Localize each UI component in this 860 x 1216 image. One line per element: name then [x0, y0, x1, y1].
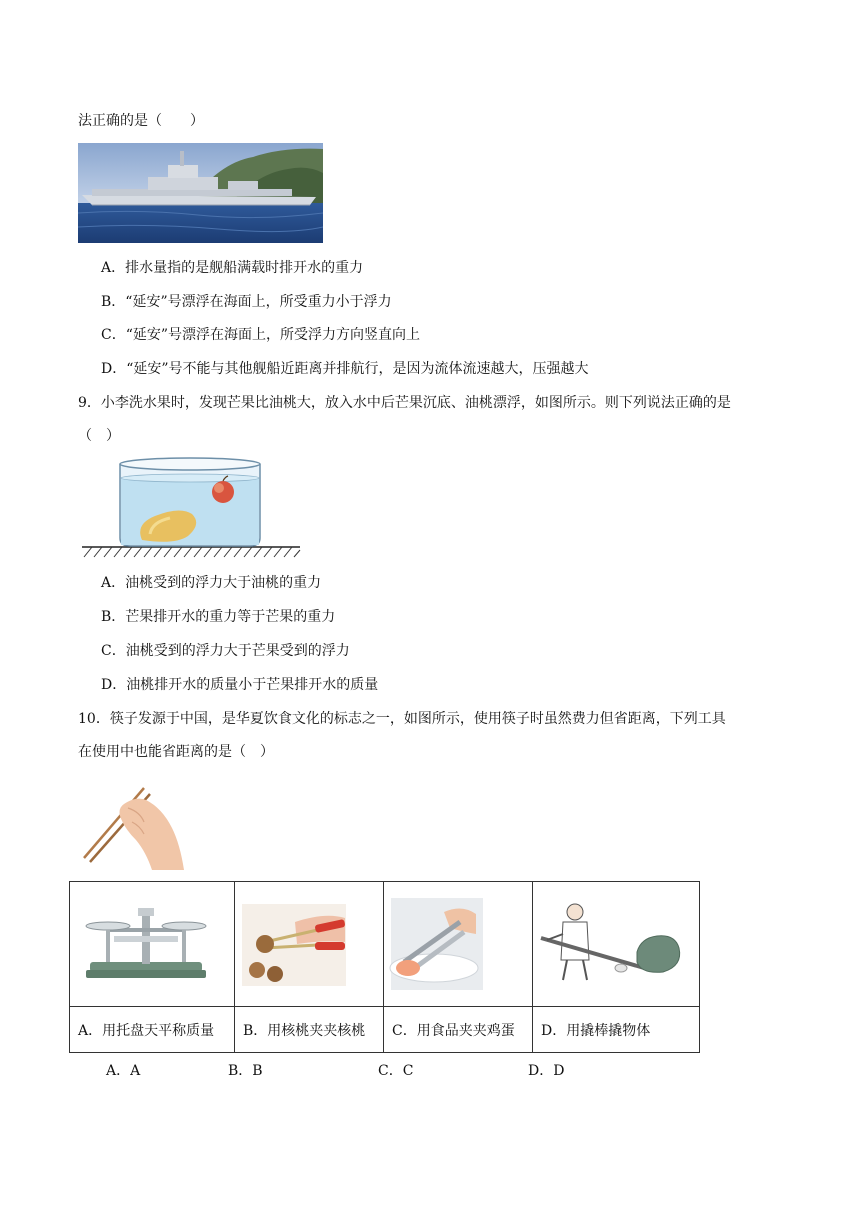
- crowbar-cell: [533, 882, 700, 1007]
- hand-chopsticks-illustration: [80, 782, 188, 872]
- balance-icon: [70, 882, 234, 1006]
- q8-option-a: A．排水量指的是舰船满载时排开水的重力: [101, 260, 364, 276]
- q8-stem-tail: 法正确的是（ ）: [78, 113, 204, 129]
- fruit-bowl-illustration: [80, 454, 302, 562]
- q9-stem-line2: （ ）: [78, 428, 120, 444]
- caption-d: D．用撬棒撬物体: [533, 1007, 700, 1053]
- crowbar-icon: [533, 882, 699, 1006]
- q10-stem-line2: 在使用中也能省距离的是（ ）: [78, 744, 274, 760]
- warship-illustration: [78, 143, 323, 243]
- nutcracker-cell: [235, 882, 384, 1007]
- q10-stem-line1: 10．筷子发源于中国，是华夏饮食文化的标志之一，如图所示，使用筷子时虽然费力但省距离，下列工具: [78, 711, 726, 727]
- q10-answer-c: C．C: [378, 1063, 414, 1079]
- q10-answer-a: A．A: [106, 1063, 141, 1079]
- q9-option-d: D．油桃排开水的质量小于芒果排开水的质量: [101, 677, 379, 693]
- nutcracker-icon: [235, 882, 383, 1006]
- caption-b: B．用核桃夹夹核桃: [235, 1007, 384, 1053]
- food-tongs-icon: [384, 882, 532, 1006]
- q9-stem-line1: 9．小李洗水果时，发现芒果比油桃大，放入水中后芒果沉底、油桃漂浮，如图所示。则下列说法正确的是: [78, 395, 731, 411]
- caption-a: A．用托盘天平称质量: [70, 1007, 235, 1053]
- q10-answer-d: D．D: [528, 1063, 565, 1079]
- food-tongs-cell: [384, 882, 533, 1007]
- q8-option-d: D．“延安”号不能与其他舰船近距离并排航行，是因为流体流速越大，压强越大: [101, 361, 589, 377]
- chopsticks-figure: [80, 782, 188, 872]
- q9-option-c: C．油桃受到的浮力大于芒果受到的浮力: [101, 643, 350, 659]
- q9-option-b: B．芒果排开水的重力等于芒果的重力: [101, 609, 336, 625]
- q9-option-a: A．油桃受到的浮力大于油桃的重力: [101, 575, 322, 591]
- q8-option-b: B．“延安”号漂浮在海面上，所受重力小于浮力: [101, 294, 392, 310]
- warship-photo: [78, 143, 323, 243]
- q8-option-c: C．“延安”号漂浮在海面上，所受浮力方向竖直向上: [101, 327, 421, 343]
- fruit-in-water-figure: [80, 454, 302, 562]
- q10-answer-b: B．B: [228, 1063, 263, 1079]
- tool-choices-table: [69, 881, 700, 1053]
- balance-cell: [70, 882, 235, 1007]
- caption-c: C．用食品夹夹鸡蛋: [384, 1007, 533, 1053]
